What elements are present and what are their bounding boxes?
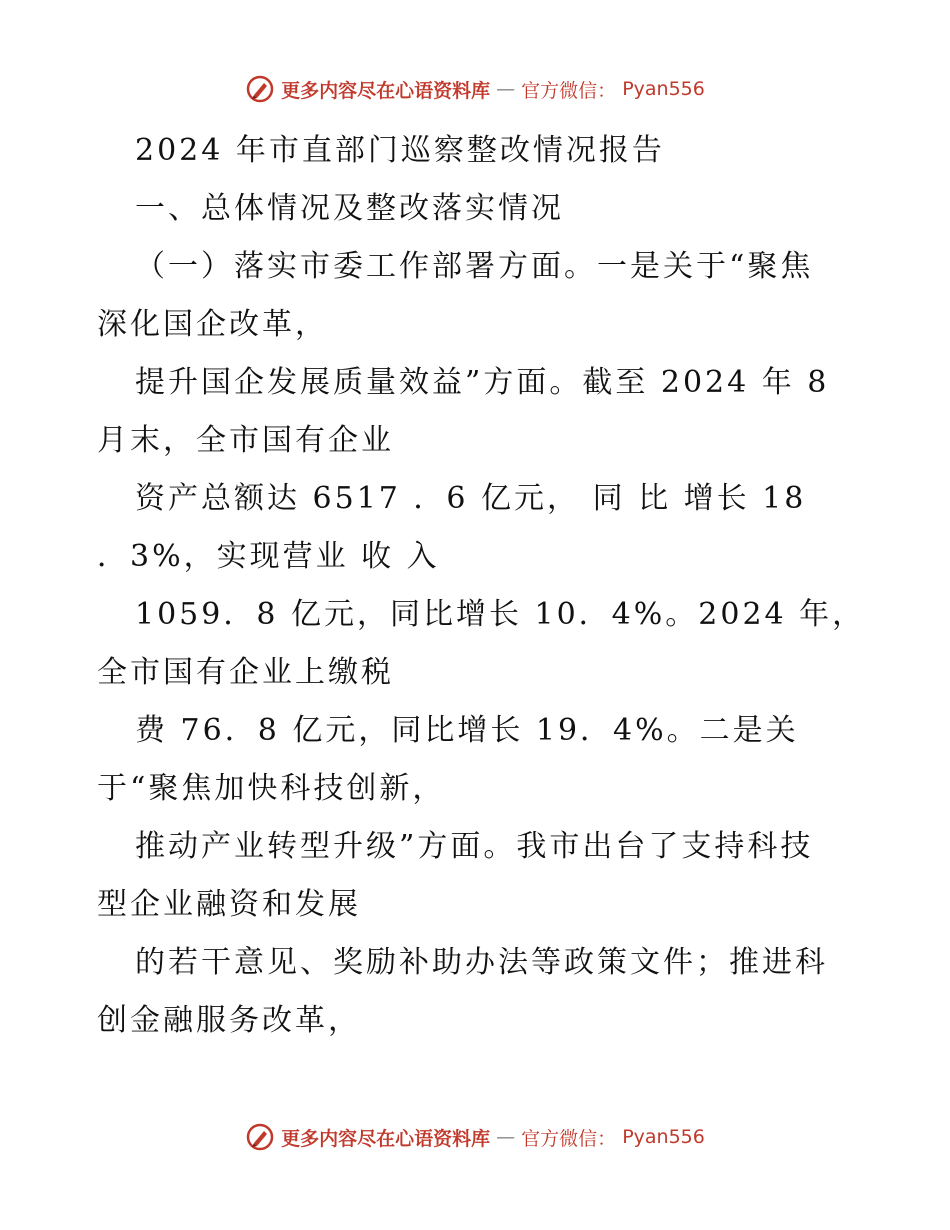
watermark-dash: — [496,1126,516,1148]
paragraph-line: ．3%，实现营业 收 入 [97,539,440,574]
watermark-dash: — [496,78,516,100]
paragraph-line: 月末，全市国有企业 [97,423,394,458]
paragraph-line: （一）落实市委工作部署方面。一是关于“聚焦 [135,249,814,284]
document-title: 2024 年市直部门巡察整改情况报告 [135,133,665,168]
watermark-official-label: 官方微信： [521,1127,617,1150]
header-watermark [0,74,950,104]
footer-watermark [0,1122,950,1152]
paragraph-line: 深化国企改革， [97,307,328,342]
document-body [97,122,866,1050]
paragraph-line: 全市国有企业上缴税 [97,655,394,690]
watermark-wechat-id: Pyan556 [622,78,705,100]
watermark-wechat-id: Pyan556 [622,1126,705,1148]
paragraph-line: 1059．8 亿元，同比增长 10．4%。2024 年， [135,597,866,632]
watermark-main-text: 更多内容尽在心语资料库 [281,1127,491,1150]
paragraph-line: 型企业融资和发展 [97,887,361,922]
paragraph-line: 提升国企发展质量效益”方面。截至 2024 年 8 [135,365,830,400]
paragraph-line: 于“聚焦加快科技创新， [97,771,446,806]
paragraph-line: 创金融服务改革， [97,1003,361,1038]
pen-circle-icon [245,1122,275,1152]
paragraph-line: 的若干意见、奖励补助办法等政策文件；推进科 [135,945,828,980]
section-heading: 一、总体情况及整改落实情况 [135,191,564,226]
watermark-main-text: 更多内容尽在心语资料库 [281,79,491,102]
paragraph-line: 资产总额达 6517 ．6 亿元， 同 比 增长 18 [135,481,807,516]
pen-circle-icon [245,74,275,104]
paragraph-line: 推动产业转型升级”方面。我市出台了支持科技 [135,829,814,864]
paragraph-line: 费 76．8 亿元，同比增长 19．4%。二是关 [135,713,799,748]
watermark-official-label: 官方微信： [521,79,617,102]
